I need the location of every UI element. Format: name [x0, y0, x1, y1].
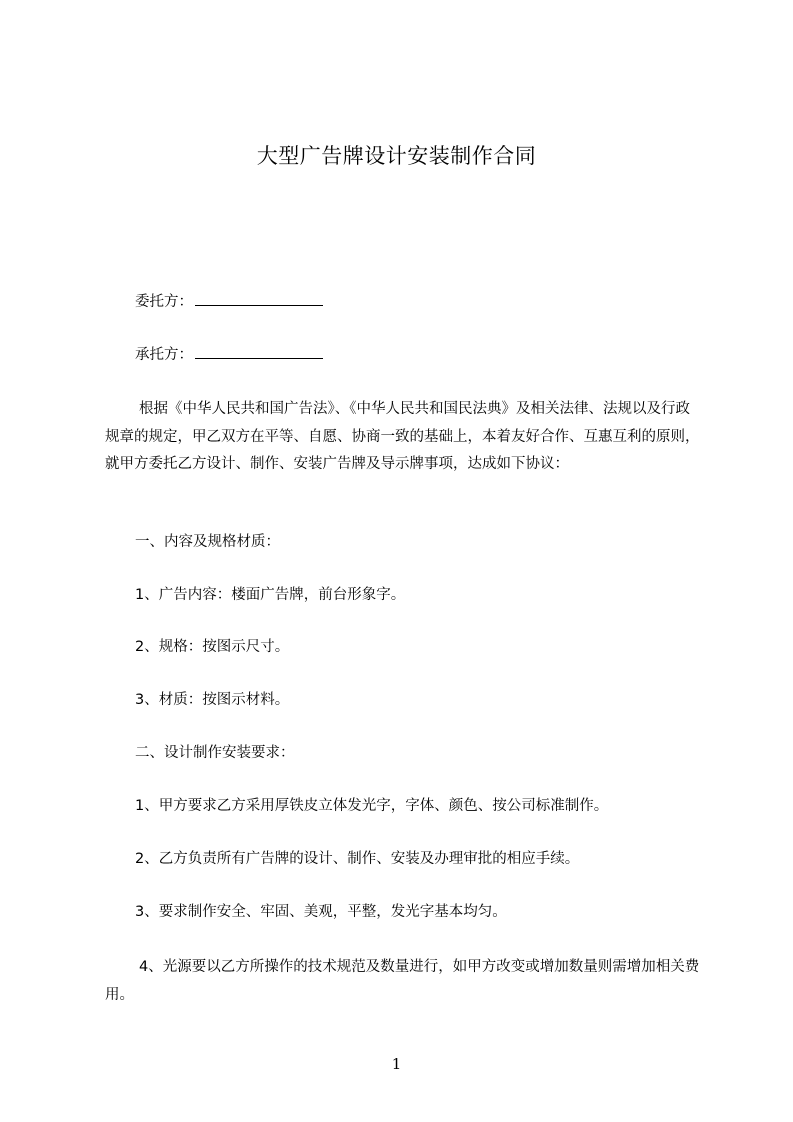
client-blank-field [195, 291, 323, 306]
section1-item: 1、广告内容：楼面广告牌，前台形象字。 [135, 587, 406, 603]
document-title: 大型广告牌设计安装制作合同 [256, 144, 537, 168]
section1-item: 3、材质：按图示材料。 [135, 692, 290, 708]
contractor-label: 承托方： [135, 347, 193, 363]
contractor-blank-field [195, 344, 323, 359]
client-label: 委托方： [135, 294, 193, 310]
section2-item: 4、光源要以乙方所操作的技术规范及数量进行，如甲方改变或增加数量则需增加相关费用。 [105, 959, 700, 1003]
page-number: 1 [391, 1055, 402, 1073]
section2-item: 3、要求制作安全、牢固、美观，平整，发光字基本均匀。 [135, 904, 507, 920]
intro-paragraph: 根据《中华人民共和国广告法》、《中华人民共和国民法典》及相关法律、法规以及行政规章的规定，甲乙双方在平等、自愿、协商一致的基础上，本着友好合作、互惠互利的原则，就甲方委托乙方设计、制作、安装广告牌及导示牌事项，达成如下协议： [105, 401, 700, 472]
section2-item: 2、乙方负责所有广告牌的设计、制作、安装及办理审批的相应手续。 [135, 851, 580, 867]
contractor-line [135, 344, 323, 365]
section1-item: 2、规格：按图示尺寸。 [135, 639, 290, 655]
section2-item: 1、甲方要求乙方采用厚铁皮立体发光字，字体、颜色、按公司标准制作。 [135, 798, 609, 814]
client-line [135, 291, 323, 312]
section2-heading: 二、设计制作安装要求： [135, 745, 295, 761]
section1-heading: 一、内容及规格材质： [135, 534, 280, 550]
